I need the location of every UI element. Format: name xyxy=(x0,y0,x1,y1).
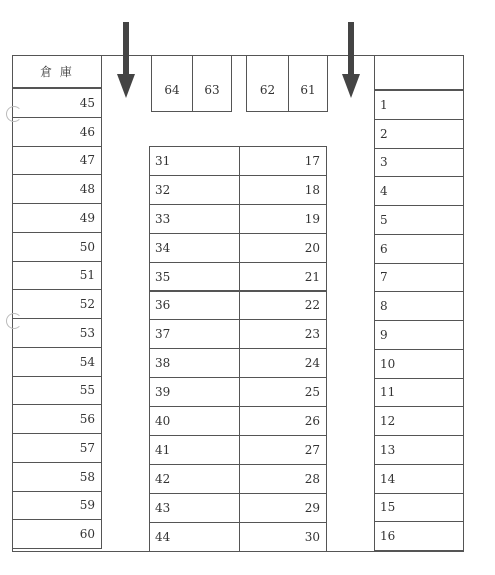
parking-space[interactable]: 8 xyxy=(374,291,464,321)
parking-space[interactable]: 11 xyxy=(374,378,464,408)
parking-space[interactable]: 12 xyxy=(374,406,464,436)
parking-space[interactable]: 23 xyxy=(239,319,327,349)
parking-space[interactable]: 9 xyxy=(374,320,464,350)
parking-space[interactable]: 63 xyxy=(192,55,232,112)
parking-space[interactable]: 60 xyxy=(12,519,102,549)
parking-space[interactable]: 43 xyxy=(149,493,240,523)
parking-space[interactable]: 62 xyxy=(246,55,289,112)
parking-space[interactable]: 2 xyxy=(374,119,464,149)
parking-space[interactable]: 14 xyxy=(374,464,464,494)
parking-space[interactable]: 39 xyxy=(149,377,240,407)
parking-space[interactable]: 53 xyxy=(12,318,102,348)
parking-space[interactable]: 47 xyxy=(12,146,102,176)
parking-space[interactable]: 17 xyxy=(239,146,327,176)
parking-space[interactable]: 49 xyxy=(12,203,102,233)
parking-space[interactable]: 58 xyxy=(12,462,102,492)
parking-space[interactable]: 56 xyxy=(12,404,102,434)
warehouse-label: 倉 庫 xyxy=(12,55,102,88)
parking-space[interactable]: 48 xyxy=(12,174,102,204)
parking-space[interactable]: 26 xyxy=(239,406,327,436)
parking-space[interactable]: 54 xyxy=(12,347,102,377)
parking-space[interactable]: 24 xyxy=(239,348,327,378)
parking-space[interactable]: 18 xyxy=(239,175,327,205)
parking-space[interactable]: 42 xyxy=(149,464,240,494)
parking-space[interactable]: 3 xyxy=(374,148,464,178)
parking-space[interactable]: 38 xyxy=(149,348,240,378)
parking-space[interactable]: 52 xyxy=(12,289,102,319)
parking-space[interactable]: 31 xyxy=(149,146,240,176)
parking-space[interactable]: 20 xyxy=(239,233,327,263)
parking-space[interactable]: 36 xyxy=(149,291,240,321)
arrow-down-icon xyxy=(341,22,361,98)
parking-space[interactable]: 27 xyxy=(239,435,327,465)
parking-space[interactable]: 4 xyxy=(374,176,464,206)
parking-space[interactable]: 5 xyxy=(374,205,464,235)
parking-space[interactable]: 59 xyxy=(12,491,102,521)
parking-space[interactable]: 32 xyxy=(149,175,240,205)
parking-space[interactable]: 10 xyxy=(374,349,464,379)
parking-space[interactable]: 7 xyxy=(374,263,464,293)
parking-space[interactable]: 64 xyxy=(151,55,193,112)
parking-space[interactable]: 37 xyxy=(149,319,240,349)
scan-mark xyxy=(6,313,22,329)
parking-space[interactable]: 44 xyxy=(149,522,240,552)
parking-space[interactable]: 15 xyxy=(374,493,464,523)
parking-space[interactable]: 13 xyxy=(374,435,464,465)
parking-space[interactable]: 33 xyxy=(149,204,240,234)
parking-space[interactable]: 45 xyxy=(12,88,102,118)
parking-space[interactable]: 1 xyxy=(374,90,464,120)
parking-space[interactable]: 41 xyxy=(149,435,240,465)
parking-space[interactable]: 35 xyxy=(149,262,240,292)
parking-space[interactable]: 30 xyxy=(239,522,327,552)
parking-space[interactable]: 22 xyxy=(239,291,327,321)
parking-space[interactable]: 6 xyxy=(374,234,464,264)
parking-space[interactable]: 61 xyxy=(288,55,328,112)
scan-mark xyxy=(6,106,22,122)
parking-space[interactable]: 19 xyxy=(239,204,327,234)
right-header-cell xyxy=(374,55,464,90)
parking-space[interactable]: 16 xyxy=(374,521,464,551)
parking-space[interactable]: 21 xyxy=(239,262,327,292)
parking-space[interactable]: 28 xyxy=(239,464,327,494)
parking-space[interactable]: 57 xyxy=(12,433,102,463)
parking-space[interactable]: 46 xyxy=(12,117,102,147)
parking-space[interactable]: 29 xyxy=(239,493,327,523)
parking-space[interactable]: 25 xyxy=(239,377,327,407)
parking-space[interactable]: 50 xyxy=(12,232,102,262)
arrow-down-icon xyxy=(116,22,136,98)
parking-space[interactable]: 51 xyxy=(12,261,102,291)
parking-space[interactable]: 40 xyxy=(149,406,240,436)
parking-space[interactable]: 55 xyxy=(12,376,102,406)
parking-space[interactable]: 34 xyxy=(149,233,240,263)
